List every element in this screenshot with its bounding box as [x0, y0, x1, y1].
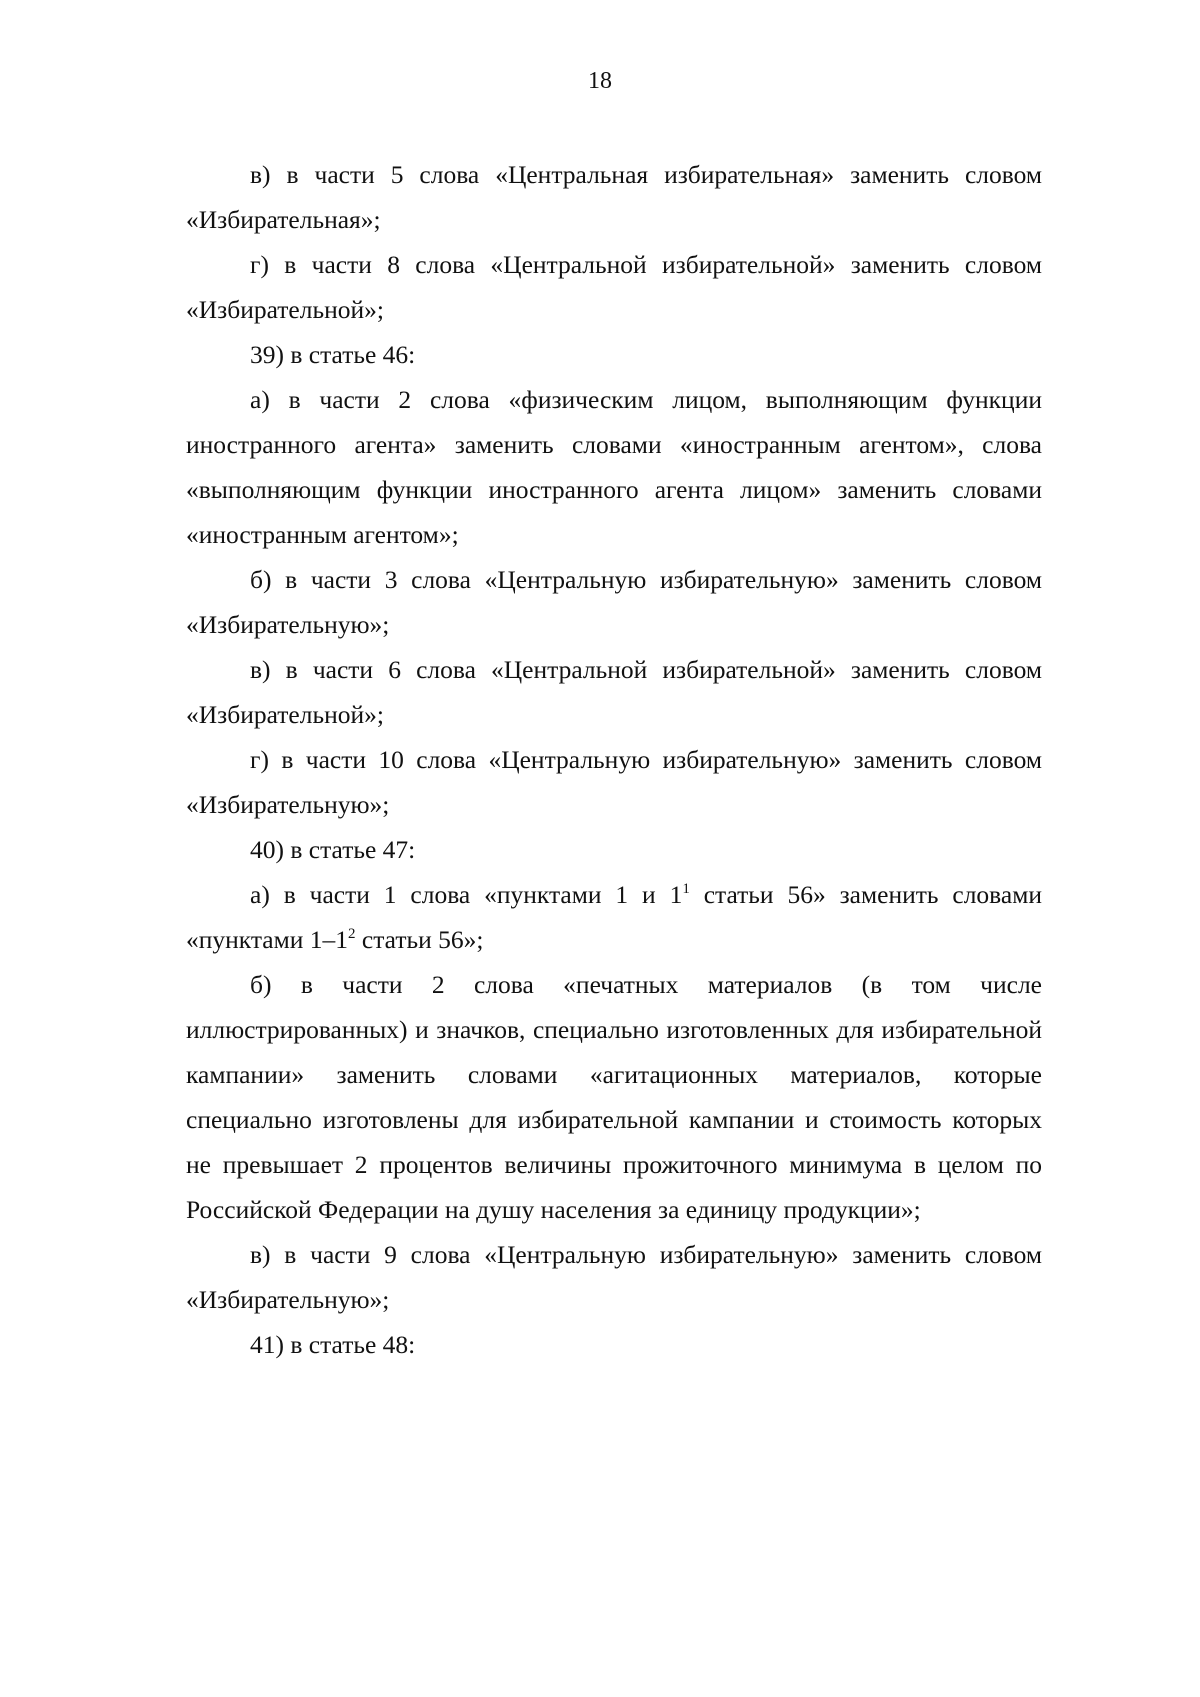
superscript-2: 2: [348, 926, 356, 942]
paragraph-39v: в) в части 6 слова «Центральной избирательной» заменить словом «Избирательной»;: [186, 655, 1042, 729]
page-number: 18: [588, 68, 612, 94]
superscript-1: 1: [682, 881, 690, 897]
paragraph-40b: б) в части 2 слова «печатных материалов (в том числе иллюстрированных) и значков, специально изготовленных для избирательной кампании» заменить словами «агитационных материалов, которые специально изготовлены для избирательной кампании и стоимость которых не превышает 2 процентов величины прожиточного минимума в целом по Российской Федерации на душу населения за единицу продукции»;: [186, 970, 1042, 1224]
paragraph-38g: г) в части 8 слова «Центральной избирательной» заменить словом «Избирательной»;: [186, 250, 1042, 324]
paragraph-40a-part2: статьи 56» заменить словами «пунктами 1–1: [186, 880, 1042, 954]
article-47-heading: 40) в статье 47:: [250, 835, 416, 864]
paragraph-39b: б) в части 3 слова «Центральную избирательную» заменить словом «Избирательную»;: [186, 565, 1042, 639]
article-48-heading: 41) в статье 48:: [250, 1330, 416, 1359]
paragraph-40a-part1: а) в части 1 слова «пунктами 1 и 1: [250, 880, 683, 909]
document-body: [186, 152, 1042, 1367]
paragraph-40a-part3: статьи 56»;: [355, 925, 484, 954]
paragraph-40a: [186, 872, 1042, 962]
paragraph-40v: в) в части 9 слова «Центральную избирательную» заменить словом «Избирательную»;: [186, 1240, 1042, 1314]
paragraph-38v: в) в части 5 слова «Центральная избирательная» заменить словом «Избирательная»;: [186, 160, 1042, 234]
paragraph-39g: г) в части 10 слова «Центральную избирательную» заменить словом «Избирательную»;: [186, 745, 1042, 819]
article-46-heading: 39) в статье 46:: [250, 340, 416, 369]
paragraph-39a: а) в части 2 слова «физическим лицом, выполняющим функции иностранного агента» заменить словами «иностранным агентом», слова «выполняющим функции иностранного агента лицом» заменить словами «иностранным агентом»;: [186, 385, 1042, 549]
